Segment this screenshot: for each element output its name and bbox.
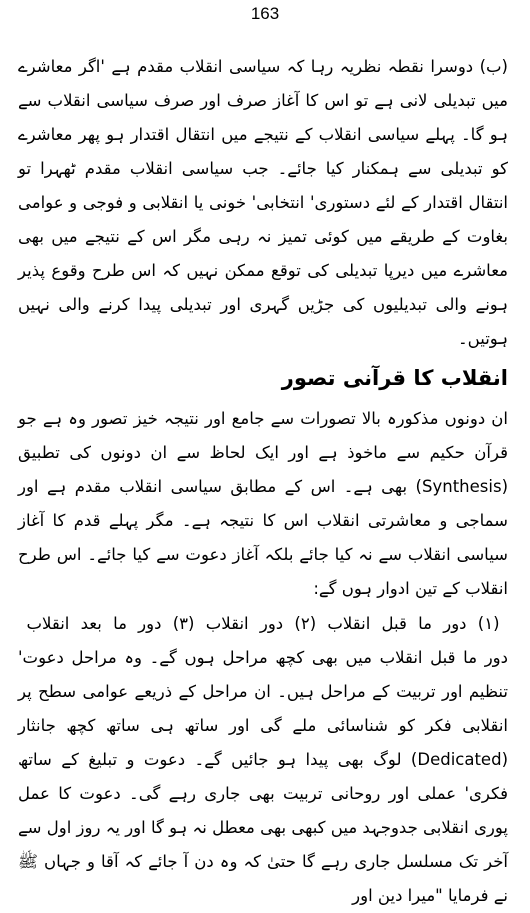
paragraph-political-revolution: (ب) دوسرا نقطہ نظریہ رہا کہ سیاسی انقلاب مقدم ہے 'اگر معاشرے میں تبدیلی لانی ہے تو اس کا آغاز صرف اور صرف سیاسی انقلاب سے ہو گا۔ پہلے سیاسی انقلاب کے نتیجے میں انتقال اقتدار ہو پھر معاشرے کو تبدیلی سے ہمکنار کیا جائے۔ جب سیاسی انقلاب مقدم ٹھہرا تو انتقال اقتدار کے لئے دستوری' انتخابی' خونی یا انقلابی و فوجی و عوامی بغاوت کے طریقے میں کوئی تمیز نہ رہی مگر اس کے نتیجے میں بھی معاشرے میں دیرپا تبدیلی کی توقع ممکن نہیں کہ اس طرح وقوع پذیر ہونے والی تبدیلیوں کی جڑیں گہری اور تبدیلی پیدا کرنے والی نہیں ہوتیں۔ bbox=[18, 57, 508, 348]
paragraph-pre-revolution-stages: دور ما قبل انقلاب میں بھی کچھ مراحل ہوں گے۔ وہ مراحل دعوت' تنظیم اور تربیت کے مراحل ہیں۔ ان مراحل کے ذریعے عوامی سطح پر انقلابی فکر کو شناسائی ملے گی اور ساتھ ہی ساتھ کچھ جانثار (Dedicated) لوگ بھی پیدا ہو جائیں گے۔ دعوت و تبلیغ کے ساتھ فکری' عملی اور روحانی تربیت بھی جاری رہے گی۔ دعوت کا عمل پوری انقلابی جدوجہد میں کبھی بھی معطل نہ ہو گا اور یہ روز اول سے آخر تک مسلسل جاری رہے گا حتیٰ کہ وہ دن آ جائے کہ آقا و جہاں ﷺ نے فرمایا "میرا دین اور bbox=[18, 648, 508, 905]
section-heading: انقلاب کا قرآنی تصور bbox=[281, 366, 508, 390]
page-content bbox=[18, 50, 508, 913]
paragraph-quranic-concept: ان دونوں مذکورہ بالا تصورات سے جامع اور نتیجہ خیز تصور وہ ہے جو قرآن حکیم سے ماخوذ ہے اور ایک لحاظ سے ان دونوں کی تطبیق (Synthesis) بھی ہے۔ اس کے مطابق سیاسی انقلاب مقدم ہے اور سماجی و معاشرتی انقلاب اس کا نتیجہ ہے۔ مگر پہلے قدم کا آغاز سیاسی انقلاب سے نہ کیا جائے بلکہ آغاز دعوت سے کیا جائے۔ اس طرح انقلاب کے تین ادوار ہوں گے: bbox=[18, 409, 508, 598]
revolution-phases-line: (۱) دور ما قبل انقلاب (۲) دور انقلاب (۳) دور ما بعد انقلاب bbox=[26, 614, 500, 633]
page-number: 163 bbox=[250, 4, 280, 23]
